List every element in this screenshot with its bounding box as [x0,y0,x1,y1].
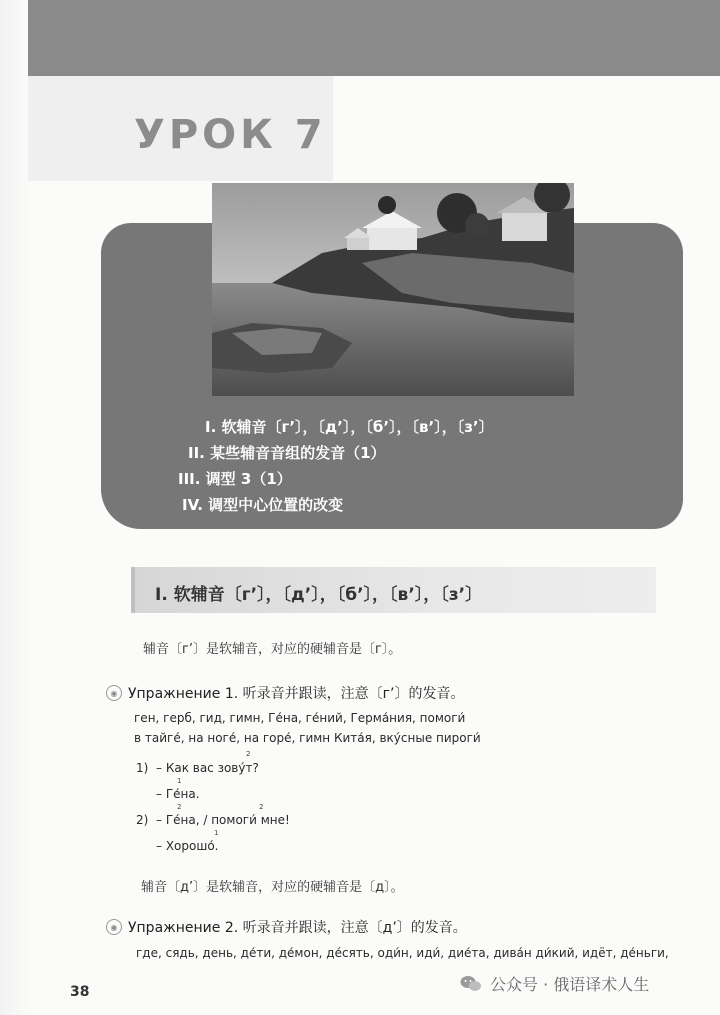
audio-icon[interactable]: ◉ [106,919,122,935]
audio-icon[interactable]: ◉ [106,685,122,701]
exercise-1-words-line-2: в тайге́, на ноге́, на горе́, гимн Кита́я, вку́сные пироги́ [134,731,481,745]
exercise-2-heading [106,917,467,937]
lesson-photo [212,183,574,396]
dialog-2-line: – Ге́на, / помоги́ мне! [156,813,290,827]
coastal-villa-photo [212,183,574,396]
dialog-2-num: 2) [136,813,149,827]
exercise-1-label: Упражнение 1. 听录音并跟读，注意〔г’〕的发音。 [128,686,465,702]
exercise-2-words-line-1: где, сядь, день, де́ти, де́мон, де́сять, оди́н, иди́, дие́та, дива́н ди́кий, идёт, де́ньги, [136,946,669,960]
toc-item-3: III. 调型 3（1） [178,470,292,488]
intonation-mark: 1 [214,829,219,837]
intonation-mark: 2 [259,803,264,811]
watermark-text: 公众号 · 俄语译术人生 [490,975,650,994]
lesson-title: УРОК 7 [134,112,327,158]
page-number: 38 [70,984,90,1000]
dialog-1-reply: – Ге́на. [156,787,200,801]
intonation-mark: 1 [177,777,182,785]
note-soft-d: 辅音〔д’〕是软辅音，对应的硬辅音是〔д〕。 [141,880,404,895]
scan-edge [0,0,30,1015]
wechat-icon [460,975,482,993]
exercise-1-words-line-1: ген, герб, гид, гимн, Ге́на, ге́ний, Герма́ния, помоги́ [134,711,466,725]
dialog-2-reply: – Хорошо́. [156,839,219,853]
dialog-1-line: – Как вас зову́т? [156,761,259,775]
exercise-2-label: Упражнение 2. 听录音并跟读，注意〔д’〕的发音。 [128,920,467,936]
exercise-1-heading [106,683,464,703]
section-title: I. 软辅音〔г’〕，〔д’〕，〔б’〕，〔в’〕，〔з’〕 [155,585,483,605]
toc-item-4: IV. 调型中心位置的改变 [182,496,344,514]
dialog-1-num: 1) [136,761,149,775]
header-band [28,0,720,76]
watermark [460,972,649,995]
toc-item-2: II. 某些辅音音组的发音（1） [188,444,386,462]
note-soft-g: 辅音〔г’〕是软辅音，对应的硬辅音是〔г〕。 [143,642,402,657]
intonation-mark: 2 [177,803,182,811]
intonation-mark: 2 [246,750,251,758]
toc-item-1: I. 软辅音〔г’〕，〔д’〕，〔б’〕，〔в’〕，〔з’〕 [205,418,494,436]
